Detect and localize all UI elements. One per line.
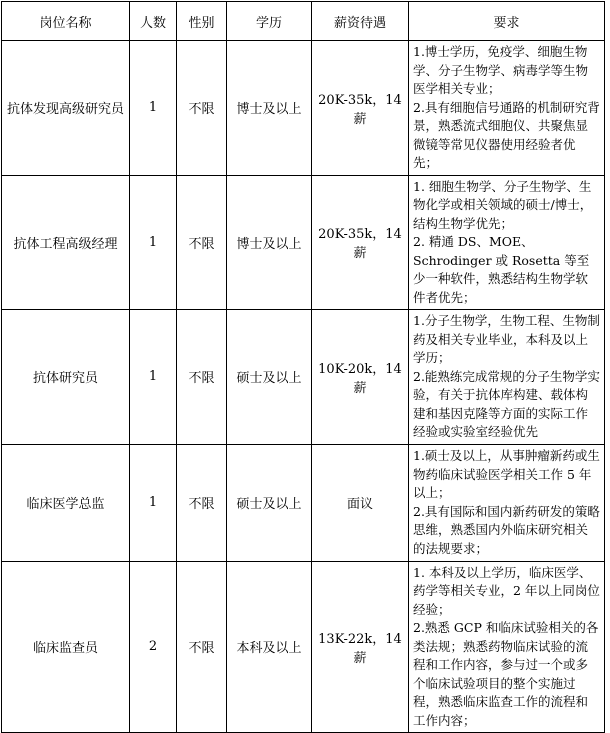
education-cell: 硕士及以上	[227, 310, 312, 445]
education-cell: 博士及以上	[227, 175, 312, 310]
table-row	[2, 41, 605, 176]
count-cell: 1	[130, 175, 177, 310]
gender-cell: 不限	[177, 561, 227, 733]
requirement-item: 2.具有国际和国内新药研发的策略思维，熟悉国内外临床研究相关的法规要求；	[413, 503, 600, 556]
requirement-item: 1.分子生物学，生物工程、生物制药及相关专业毕业，本科及以上学历；	[413, 313, 600, 365]
gender-cell: 不限	[177, 41, 227, 176]
education-cell: 博士及以上	[227, 41, 312, 176]
header-row	[2, 2, 605, 41]
requirement-item: 2.具有细胞信号通路的机制研究背景，熟悉流式细胞仪、共聚焦显微镜等常见仪器使用经验者优先；	[413, 99, 600, 170]
gender-cell: 不限	[177, 175, 227, 310]
header-requirements: 要求	[409, 2, 605, 41]
gender-cell: 不限	[177, 444, 227, 561]
header-position: 岗位名称	[2, 2, 130, 41]
header-salary: 薪资待遇	[312, 2, 409, 41]
requirements-cell	[409, 175, 605, 310]
header-education: 学历	[227, 2, 312, 41]
education-cell: 硕士及以上	[227, 444, 312, 561]
requirements-cell	[409, 561, 605, 733]
requirement-item: 1. 细胞生物学、分子生物学、生物化学或相关领域的硕士/博士，结构生物学优先；	[413, 178, 593, 231]
salary-cell: 20K-35k，14薪	[312, 41, 409, 176]
job-table	[1, 1, 605, 733]
count-cell: 1	[130, 41, 177, 176]
salary-cell: 面议	[312, 444, 409, 561]
requirement-item: 1.博士学历，免疫学、细胞生物学、分子生物学、病毒学等生物医学相关专业；	[413, 44, 589, 96]
requirement-item: 2.熟悉 GCP 和临床试验相关的各类法规；熟悉药物临床试验的流程和工作内容，参与过一个或多个临床试验项目的整个实施过程，熟悉临床监查工作的流程和工作内容；	[413, 620, 599, 728]
salary-cell: 13K-22k，14薪	[312, 561, 409, 733]
salary-cell: 10K-20k，14薪	[312, 310, 409, 445]
position-cell: 临床监查员	[2, 561, 130, 733]
requirements-cell	[409, 310, 605, 445]
requirements-cell	[409, 41, 605, 176]
table-row	[2, 561, 605, 733]
requirement-item: 2.能熟练完成常规的分子生物学实验，有关于抗体库构建、载体构建和基因克隆等方面的实际工作经验或实验室经验优先	[413, 368, 600, 439]
requirements-cell	[409, 444, 605, 561]
header-count: 人数	[130, 2, 177, 41]
table-row	[2, 444, 605, 561]
requirement-item: 1. 本科及以上学历，临床医学、药学等相关专业，2 年以上同岗位经验；	[413, 564, 600, 617]
table-row	[2, 175, 605, 310]
count-cell: 1	[130, 444, 177, 561]
table-row	[2, 310, 605, 445]
education-cell: 本科及以上	[227, 561, 312, 733]
position-cell: 抗体研究员	[2, 310, 130, 445]
requirement-item: 1.硕士及以上，从事肿瘤新药或生物药临床试验医学相关工作 5 年以上；	[413, 448, 600, 500]
count-cell: 2	[130, 561, 177, 733]
position-cell: 临床医学总监	[2, 444, 130, 561]
requirement-item: 2. 精通 DS、MOE、Schrodinger 或 Rosetta 等至少一种软件，熟悉结构生物学软件者优先；	[413, 234, 590, 305]
position-cell: 抗体发现高级研究员	[2, 41, 130, 176]
position-cell: 抗体工程高级经理	[2, 175, 130, 310]
salary-cell: 20K-35k，14薪	[312, 175, 409, 310]
gender-cell: 不限	[177, 310, 227, 445]
header-gender: 性别	[177, 2, 227, 41]
count-cell: 1	[130, 310, 177, 445]
